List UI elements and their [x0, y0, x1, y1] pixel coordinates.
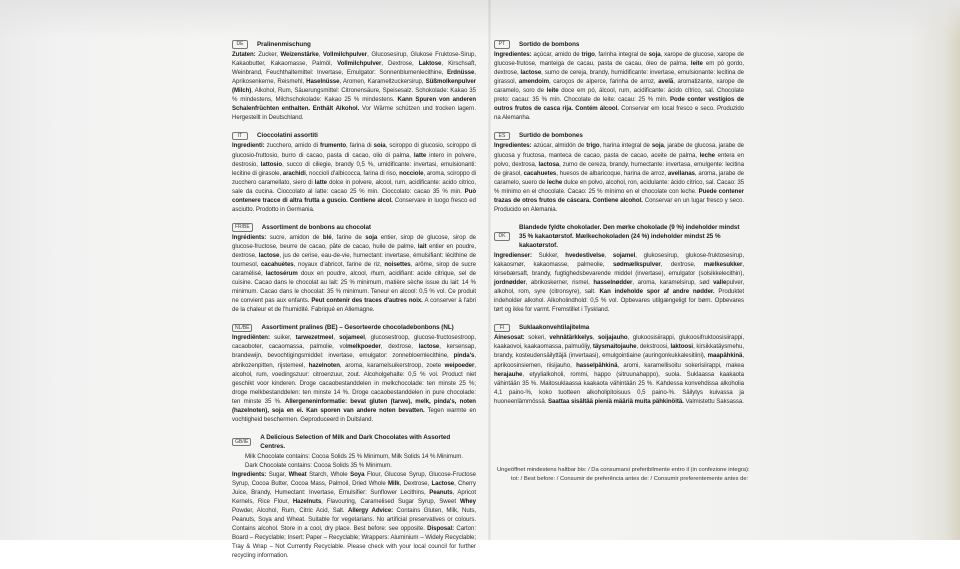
text: , kirsikkatäysmehu, brandy, kosteudensäilyttäjä (invertaasi), emulgointiaine (auringonkukkalesitiini), [494, 343, 744, 360]
bold-text: tarwezetmeel [295, 334, 334, 342]
section-header [232, 223, 476, 232]
text: Vor Wärme schützen und trocken lagern. Hergestellt in Deutschland. [232, 105, 476, 122]
info-line: Milk Chocolate contains: Cocoa Solids 25 % Minimum, Milk Solids 14 % Minimum. [245, 452, 463, 460]
bold-text: Ingredientes: [494, 142, 534, 150]
text: , sumo de cereja, brandy, humidificante: invertase, emulsionante: lecitina de girassol, [494, 69, 744, 86]
bold-text: avellanas [667, 169, 695, 177]
best-before-block [497, 466, 797, 483]
section-header [232, 323, 476, 332]
language-code-badge: GB/IE [232, 438, 251, 446]
bold-text: Ingredienser: [494, 251, 539, 259]
bold-text: mælkesukker [703, 261, 743, 269]
bold-text: Kan indeholde spor af andre nødder. [599, 288, 715, 296]
text: , farina di [346, 142, 374, 150]
bold-text: Peut contenir des traces d'autres noix. [311, 297, 423, 305]
bold-text: Wheat [288, 471, 307, 479]
text: Tegen warmte en vochtigheid beschermen. Geproduceerd in Duitsland. [232, 406, 476, 423]
bold-text: sødmælkspulver [613, 261, 661, 269]
text: , xarope de glucose, xarope de glucose-frutose, manteiga de cacau, pasta de cacau, óleo de palma, [494, 51, 744, 68]
ingredients-text [232, 470, 476, 560]
text: , [333, 334, 340, 342]
ingredients-text [494, 333, 744, 405]
language-code-badge: ES [494, 132, 510, 140]
text: , jus de cerise, eau-de-vie, humectant: invertase, émulsifiant: lécithine de tournesol, [232, 251, 476, 269]
bold-text: Hazelnuts [292, 498, 322, 506]
bold-text: trigo [586, 142, 600, 150]
section-gb-ie [232, 433, 476, 561]
text: Starch, Whole [306, 471, 351, 479]
section-title: Assortiment pralines (BE) – Gesorteerde chocoladebonbons (NL) [261, 324, 454, 332]
bold-text: Allergeneninformatie: bevat gluten (tarwe), melk, pinda's, noten (hazelnoten), soja en ei. Kan sporen van andere noten bevatten. [232, 397, 476, 414]
bold-text: Vollmilchpulver [337, 60, 382, 68]
section-title: Pralinenmischung [257, 41, 311, 48]
text: azúcar, almidón de [533, 142, 587, 150]
bold-text: weipoeder [444, 361, 475, 369]
bold-text: latte [314, 178, 328, 186]
text: , jarabe de glucosa, jarabe de glucosa y fructosa, manteca de cacao, pasta de cacao, aceite de palma, [494, 142, 744, 159]
text: entier en poudre, dextrose, [232, 242, 476, 259]
section-title: Sortido de bombons [519, 41, 580, 48]
text: , huesos de albaricoque, harina de arroz, [556, 169, 668, 177]
language-code-badge: DK [494, 232, 510, 240]
bold-text: lactosérum [265, 270, 298, 278]
text: Powder, Alcohol, Rum, Citric Acid, Salt. [232, 507, 348, 515]
bold-text: soijajauho [597, 334, 628, 342]
bold-text: Pode conter vestígios de outros frutos de casca rija. Contém álcool. [494, 96, 744, 113]
text: , aprikoosinsiemen, riisijauho, [494, 352, 744, 369]
text: Conservar em local fresco e seco. Produzido na Alemanha. [494, 105, 745, 122]
bold-text: Peanuts [429, 489, 453, 497]
best-before-line-2: tot: / Best before: / Consumir de preferência antes de: / Consumir preferentemente antes de: [511, 475, 749, 482]
bold-text: soja [365, 233, 378, 241]
bold-text: Ingredients: [232, 471, 269, 479]
text: , aromatizante, xarope de caramelo, soro de [494, 78, 744, 95]
section-fi [494, 323, 744, 405]
bold-text: leche [546, 178, 563, 186]
bold-text: avelã [658, 78, 674, 86]
bold-text: Soya [350, 471, 365, 479]
section-header [232, 433, 476, 451]
text: suiker, [274, 334, 296, 342]
text: , farine de [331, 233, 366, 241]
text: dulce en polvo, alcohol, ron, acidulante: ácido cítrico, sal. Cacao: 35 % mínimo en el chocolate. Cacao: 25 % mínimo en el chocolate con leche. [494, 178, 744, 195]
text: dolce in polvere, alcool, rum, acidificante: acido citrico, sale da cucina. Cioccolato al latte: cacao 25 % min. Cioccolato: cacao 35 % min. [232, 178, 476, 195]
text: , dekstroosi, [636, 343, 671, 351]
section-es [494, 131, 744, 213]
text: , Aprikosenkerne, Reismehl, [232, 69, 476, 86]
text: Zucker, [258, 51, 281, 59]
text: , Alkohol, Rum, Säuerungsmittel: Citronensäure, Speisesalz. Schokolade: Kakao 35 % mindestens, Milchschokolade: Kakao 25 % mindestens. [232, 87, 476, 104]
bold-text: blé [322, 233, 332, 241]
text: doux en poudre, alcool, rhum, acidifiant: acide citrique, sel de cuisine. Cacao dans le chocolat au lait: 25 % minimum, matière sèche issue du lait: 14 % minimum. Cacao dans le chocolat: 35 % minimum. Teneur en alcool: 0,5 % vol. Ce produit ne convient pas aux enfants. [232, 270, 476, 305]
section-title: Blandede fyldte chokolader. Den mørke chokolade (9 %) indeholder mindst 35 % kakaotørstof. Mælkechokoladen (24 %) indeholder mindst 25 % kakaotørstof. [519, 223, 740, 249]
bold-text: Laktose [418, 60, 442, 68]
text: , Dextrose, [381, 60, 419, 68]
bold-text: Lactose [431, 480, 455, 488]
bold-text: Süßmolkenpulver (Milch) [232, 78, 476, 95]
section-de [232, 40, 476, 122]
section-title: Assortiment de bonbons au chocolat [261, 223, 371, 231]
bold-text: laktoosi [670, 343, 694, 351]
bold-text: Ingrediënten: [232, 334, 275, 342]
bold-text: lait [417, 242, 427, 250]
text: , Dextrose, [399, 480, 432, 488]
center-fold [488, 0, 491, 540]
language-code-badge: FI [494, 324, 510, 332]
bold-text: maapähkinä [707, 352, 743, 360]
text: , Aromen, Karamellzuckersirup, [339, 78, 426, 86]
bold-text: Haselnüsse [306, 78, 340, 86]
text: zucchero, amido di [266, 142, 321, 150]
text: , [318, 51, 323, 59]
right-column [494, 40, 744, 415]
language-code-badge: IT [232, 132, 248, 140]
section-title: Suklaakonvehtilajitelma [519, 324, 590, 332]
text: , glukosesirup, glukose-fruktosesirup, kakaosmør, kakaomasse, palmeolie, [494, 251, 744, 269]
bold-text: soja [648, 51, 661, 59]
bold-text: hasselpähkinä [576, 361, 618, 369]
section-nl-be [232, 323, 476, 424]
bold-text: cacahuètes [260, 261, 294, 269]
text: , sciroppo di glucosio, sciroppo di glucosio-fruttosio, burro di cacao, pasta di cacao, olio di palma, [232, 142, 476, 159]
bold-text: pinda's [453, 352, 475, 360]
bold-text: hasselnødder [593, 279, 633, 287]
text: , noyaux d'abricot, farine de riz, [293, 261, 385, 269]
bold-text: Weizenstärke [280, 51, 319, 59]
text: A conserver à l'abri de la chaleur et de l'humidité. Fabriqué en Allemagne. [232, 297, 477, 314]
bold-text: jordnødder [494, 279, 526, 287]
bold-text: Vollmilchpulver [322, 51, 368, 59]
text: , Flavouring, Caramelised Sugar Syrup, Sweet [321, 498, 460, 506]
ingredients-text [232, 333, 476, 423]
text: , Glucosesirup, Glukose Fruktose-Sirup, Kakaobutter, Kakaomasse, Palmöl, [232, 51, 477, 68]
bold-text: sojamel [612, 251, 636, 259]
bold-text: Può contenere tracce di altra frutta a guscio. Contiene alcol. [232, 187, 476, 204]
bold-text: frumento [320, 142, 347, 150]
text: , alcohol, rum, voedingszuur: citroenzuur, zout. Alcoholgehalte: 0,5 % vol. Product niet geschikt voor kinderen. Droge cacaobestanddelen in melkchocolade: ten minste 25 %; droge melkbestanddelen: ten minste 14 %. Droge cacaobestanddelen in pure chocolade: ten minste 35 %. [232, 361, 476, 405]
bold-text: Milk [387, 480, 400, 488]
info-line: Dark Chocolate contains: Cocoa Solids 35 % Minimum. [245, 461, 392, 469]
bold-text: täysmaitojauhe [592, 343, 637, 351]
text: , Cherry Juice, Brandy, Humectant: Invertase, Emulsifier: Sunflower Lecithins, [232, 480, 477, 497]
top-shadow [0, 0, 960, 40]
text: Contains Gluten, Milk, Nuts, Peanuts, Soya and Wheat. Suitable for vegetarians. No artificial preservatives or colours. Contains alcohol. Store in a cool, dry place. Best before: see opposite. [232, 507, 477, 533]
bold-text: cacahuetes [523, 169, 557, 177]
bold-text: lactose [520, 69, 542, 77]
bold-text: Ingredienti: [232, 142, 267, 150]
text: , [604, 251, 613, 259]
bold-text: arachidi [282, 169, 306, 177]
text: , aroma, karamelsuikerstroop, zoete [339, 361, 445, 369]
text: , abrikoskerner, rismel, [525, 279, 594, 287]
text: Carton: Board – Recyclable; Insert: Paper – Recyclable; Wrappers: Aluminium – Widely Recyclable; Tray & Wrap – Not Currently Recyclable. Please check with your local council for further recycling information. [232, 525, 476, 560]
bold-text: Zutaten: [232, 51, 259, 59]
section-it [232, 131, 476, 213]
bold-text: nocciole [399, 169, 424, 177]
text: Conservare in luogo fresco ed asciutto. Prodotto in Germania. [232, 196, 476, 213]
bold-text: Erdnüsse [446, 69, 475, 77]
ingredients-text [494, 50, 744, 122]
ingredients-text [232, 50, 476, 122]
language-code-badge: PT [494, 40, 510, 48]
bold-text: soia [373, 142, 386, 150]
section-header [232, 131, 476, 140]
text: Produktet indeholder alkohol. Alkoholindhold: 0,5 % vol. Opbevares utilgængeligt for børn. Opbevares tørt og ikke for varmt. Fremstillet i Tyskland. [494, 288, 744, 314]
bold-text: Kann Spuren von anderen Schalenfrüchten enthalten. Enthält Alkohol. [232, 96, 477, 113]
bold-text: lactose [418, 343, 440, 351]
bold-text: Ingredientes: [494, 51, 534, 59]
bold-text: lactose [258, 251, 280, 259]
bold-text: Disposal: [427, 525, 455, 533]
bold-text: lactosa [538, 160, 560, 168]
bold-text: vehnätärkkelys [549, 334, 593, 342]
text: , glucosestroop, glucose-fructosestroop, cacaoboter, cacaomassa, palmolie, vol [232, 334, 477, 351]
bold-text: leite [690, 60, 703, 68]
text: , dextrose, [380, 343, 419, 351]
text: Flour, Glucose Syrup, Glucose-Fructose Syrup, Cocoa Butter, Cocoa Mass, Palmoil, Dried Whole [232, 471, 476, 488]
text: sucre, amidon de [269, 233, 323, 241]
bold-text: Ingrédients: [232, 233, 270, 241]
text: , dextrose, [660, 261, 704, 269]
text: , glukoosisiirappi, glukoosifruktoosisiirappi, kaakaovoi, kaakaomassa, palmuöljy, [494, 334, 744, 351]
bold-text: trigo [581, 51, 595, 59]
text: doce em pó, álcool, rum, acidificante: ácido cítrico, sal. Chocolate preto: cacau: 35 % mín. Chocolate de leite: cacau: 25 % mín. [494, 87, 744, 104]
bold-text: herajauhe [494, 370, 523, 378]
best-before-line-1: Ungeöffnet mindestens haltbar bis: / Da consumarsi preferibilmente entro il (in confezione integra): [497, 467, 750, 473]
bold-text: hvedestivelse [565, 251, 605, 259]
bold-text: Allergy Advice: [347, 507, 394, 515]
text: , zumo de cereza, brandy, humectante: invertasa, emulgente: lecitina de girasol, [494, 160, 744, 177]
text: pulver, alkohol, rom, syre (citronsyre), salt. [494, 279, 744, 296]
left-column [232, 40, 476, 569]
bold-text: amendoim [518, 78, 549, 86]
text: , arôme, sirop de sucre caramélisé, [232, 261, 476, 278]
bold-text: Saattaa sisältää pieniä määriä muita pähkinöitä. [548, 397, 684, 405]
text: Sukker, [538, 251, 566, 259]
bold-text: hazelnoten [308, 361, 340, 369]
text: Conservar en un lugar fresco y seco. Producido en Alemania. [494, 196, 744, 213]
section-title: A Delicious Selection of Milk and Dark Chocolates with Assorted Centres. [260, 433, 451, 450]
section-fr-be [232, 223, 476, 314]
text: , Apricot Kernels, Rice Flour, [232, 489, 476, 506]
language-code-badge: FR/BE [232, 223, 253, 231]
language-code-badge: NL/BE [232, 324, 252, 332]
ingredients-text [494, 251, 744, 314]
text: entier, sirop de glucose, sirop de glucose-fructose, beurre de cacao, pâte de cacao, huile de palme, [232, 233, 476, 250]
ingredients-text [232, 233, 476, 314]
section-header [494, 131, 744, 140]
section-header [494, 323, 744, 332]
section-header [494, 40, 744, 49]
text: , abrikozenpitten, rijstemeel, [232, 352, 476, 369]
bold-text: Puede contener trazas de otros frutos de cáscara. Contiene alcohol. [494, 187, 744, 204]
bold-text: soja [651, 142, 664, 150]
text: , [592, 334, 598, 342]
bold-text: leite [546, 87, 559, 95]
section-header [494, 223, 744, 250]
bold-text: Ainesosat: [494, 334, 529, 342]
text: Sugar, [268, 471, 289, 479]
language-code-badge: DE [232, 40, 248, 48]
text: , kersensap, brandewijn, bevochtigingsmiddel: invertase, emulgator: zonnebloemlecithine, [232, 343, 476, 360]
bold-text: melkpoeder [347, 343, 381, 351]
text: , etyylialkoholi, rommi, happo (sitruunahappo), suola. Suklaassa kaakaota vähintään 35 %. Maitosuklaassa kaakaota vähintään 25 %. Kahdessa konvehdissa alkoholia 4,1 paino-%, koko tuotteen alkoholipitoisuus 0,5 paino-%. Säilytys kuivassa ja huoneenlämmössä. [494, 370, 744, 405]
text: em pó gordo, dextrose, [494, 60, 745, 77]
bold-text: noisettes [384, 261, 411, 269]
ingredients-text [232, 141, 476, 213]
bold-text: latte [413, 151, 427, 159]
text: , caroços de alperce, farinha de arroz, [548, 78, 659, 86]
text: entera en polvo, dextrosa, [494, 151, 744, 168]
text: intero in polvere, destrosio, [232, 151, 476, 168]
text: , aroma, jarabe de caramelo, suero de [494, 169, 744, 186]
text: , succo di ciliegie, brandy 0,5 %, umidificante: invertasi, emulsionanti: lecitine di girasole, [232, 160, 476, 177]
text: sokeri, [528, 334, 550, 342]
bold-text: sojameel [339, 334, 365, 342]
text: , aromi, karamellisoitu sokerisiirappi, makea [617, 361, 744, 369]
section-title: Surtido de bombones [519, 132, 583, 140]
text: , aroma, sciroppo di zucchero caramellato, siero di [232, 169, 477, 186]
bold-text: Whey [459, 498, 476, 506]
bold-text: lattosio [260, 160, 283, 168]
ingredients-text [494, 141, 744, 213]
section-header [232, 40, 476, 49]
text: , kirsebærsaft, brandy, fugtighedsbevarende middel (invertase), emulgator (solsikkelecithin), [494, 261, 744, 278]
section-pt [494, 40, 744, 122]
section-dk [494, 223, 744, 314]
bold-text: leche [699, 151, 715, 159]
bold-text: valle [713, 279, 727, 287]
text: , harina integral de [599, 142, 652, 150]
text: Valmistettu Saksassa. [683, 397, 744, 405]
text: , noccioli d'albicocca, farina di riso, [305, 169, 400, 177]
text: , farinha integral de [594, 51, 649, 59]
text: açúcar, amido de [533, 51, 582, 59]
text: , Kirschsaft, Weinbrand, Feuchthaltemittel: Invertase, Emulgator: Sonnenblumenlecithine, [232, 60, 477, 77]
text: , aroma, karamelsirup, sød [632, 279, 714, 287]
section-title: Cioccolatini assortiti [257, 132, 318, 140]
